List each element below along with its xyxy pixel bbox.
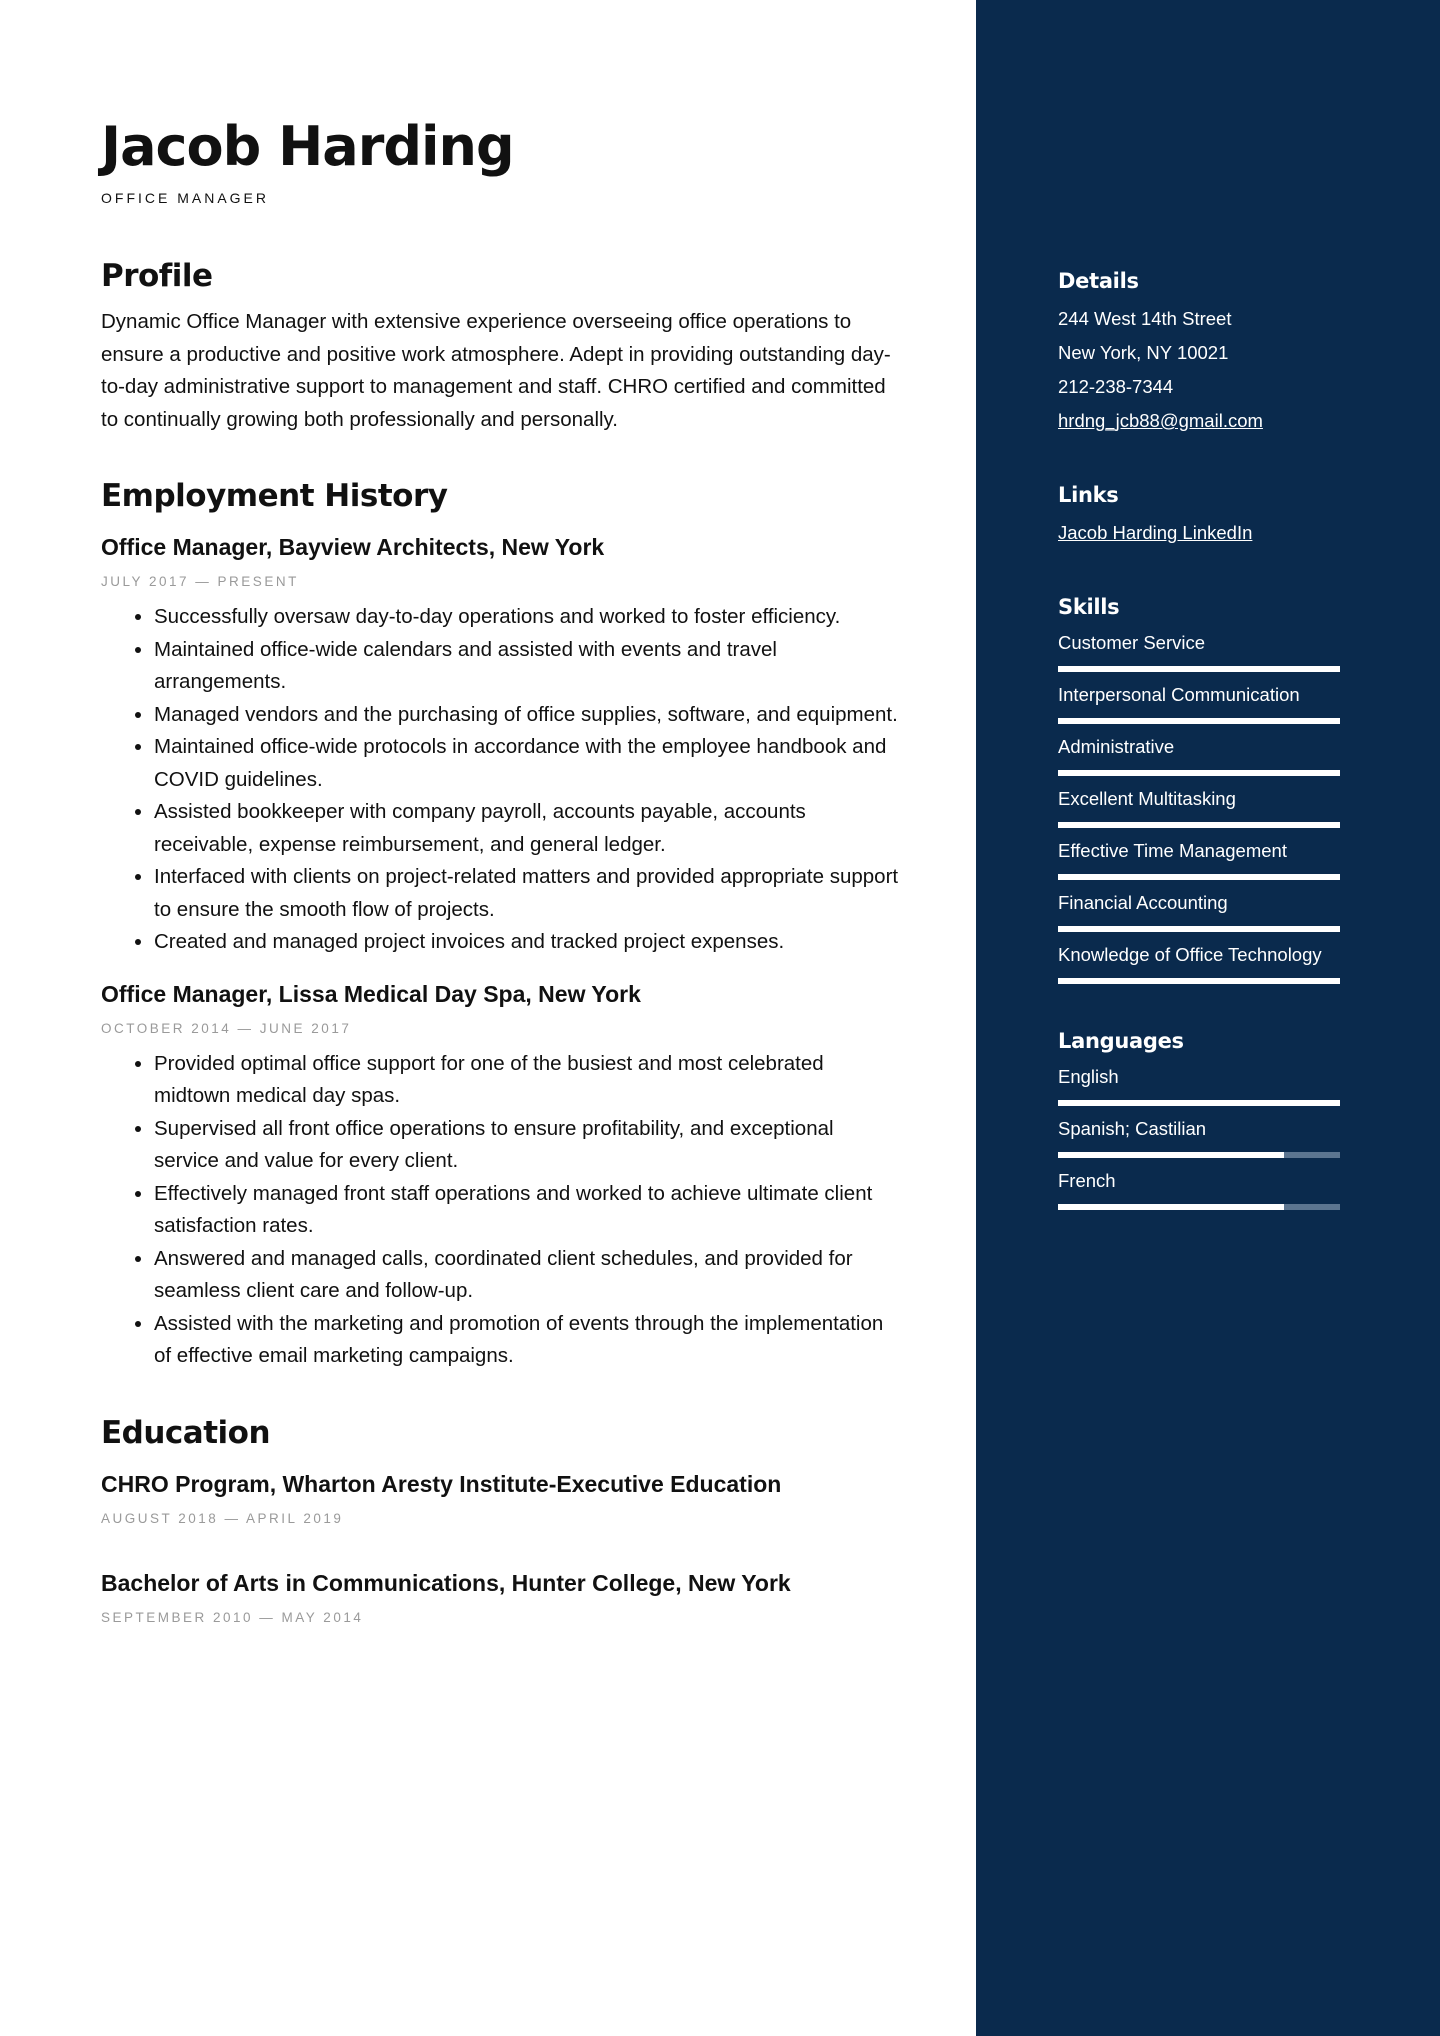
skill-label: Knowledge of Office Technology bbox=[1058, 944, 1322, 965]
language-bar-fill bbox=[1058, 1152, 1284, 1158]
language-bar bbox=[1058, 1100, 1340, 1106]
skill-item bbox=[1058, 734, 1340, 776]
details-heading: Details bbox=[1058, 269, 1139, 293]
job-entry bbox=[101, 979, 901, 1373]
phone-number: 212-238-7344 bbox=[1058, 376, 1174, 397]
education-dates: AUGUST 2018 — APRIL 2019 bbox=[101, 1510, 344, 1526]
job-bullets bbox=[101, 601, 901, 959]
skill-bar-fill bbox=[1058, 926, 1340, 932]
skill-item bbox=[1058, 630, 1340, 672]
list-item: • Effectively managed front staff operations and worked to achieve ultimate client satisfaction rates. bbox=[154, 1178, 901, 1243]
job-bullets bbox=[101, 1048, 901, 1373]
list-item: • Managed vendors and the purchasing of office supplies, software, and equipment. bbox=[154, 699, 901, 732]
skills-heading: Skills bbox=[1058, 595, 1120, 619]
skill-item bbox=[1058, 682, 1340, 724]
job-dates: JULY 2017 — PRESENT bbox=[101, 574, 299, 589]
list-item: • Assisted with the marketing and promotion of events through the implementation of effective email marketing campaigns. bbox=[154, 1308, 901, 1373]
job-title: Office Manager, Bayview Architects, New York bbox=[101, 534, 605, 560]
language-label: English bbox=[1058, 1066, 1119, 1087]
language-bar bbox=[1058, 1152, 1340, 1158]
language-label: Spanish; Castilian bbox=[1058, 1118, 1207, 1139]
skill-label: Customer Service bbox=[1058, 632, 1206, 653]
links-list bbox=[1058, 516, 1340, 550]
email-link[interactable]: hrdng_jcb88@gmail.com bbox=[1058, 410, 1263, 431]
skill-bar bbox=[1058, 874, 1340, 880]
list-item: • Successfully oversaw day-to-day operations and worked to foster efficiency. bbox=[154, 601, 901, 634]
languages-list bbox=[1058, 1064, 1340, 1210]
candidate-name: Jacob Harding bbox=[101, 115, 514, 178]
skill-item bbox=[1058, 786, 1340, 828]
address-line-1: 244 West 14th Street bbox=[1058, 308, 1232, 329]
language-bar-fill bbox=[1058, 1100, 1340, 1106]
skill-item bbox=[1058, 890, 1340, 932]
candidate-title: OFFICE MANAGER bbox=[101, 190, 270, 206]
skill-label: Financial Accounting bbox=[1058, 892, 1228, 913]
list-item: • Assisted bookkeeper with company payroll, accounts payable, accounts receivable, expense reimbursement, and general ledger. bbox=[154, 796, 901, 861]
skill-bar bbox=[1058, 926, 1340, 932]
skill-bar bbox=[1058, 978, 1340, 984]
list-item: • Supervised all front office operations to ensure profitability, and exceptional service and value for every client. bbox=[154, 1113, 901, 1178]
languages-heading: Languages bbox=[1058, 1029, 1184, 1053]
linkedin-link[interactable]: Jacob Harding LinkedIn bbox=[1058, 522, 1253, 543]
skill-bar bbox=[1058, 770, 1340, 776]
job-dates: OCTOBER 2014 — JUNE 2017 bbox=[101, 1020, 352, 1036]
list-item: • Maintained office-wide calendars and assisted with events and travel arrangements. bbox=[154, 634, 901, 699]
address-line-2: New York, NY 10021 bbox=[1058, 342, 1229, 363]
list-item: • Interfaced with clients on project-related matters and provided appropriate support to ensure the smooth flow of projects. bbox=[154, 861, 901, 926]
language-item bbox=[1058, 1064, 1340, 1106]
skill-label: Effective Time Management bbox=[1058, 840, 1287, 861]
list-item: • Created and managed project invoices and tracked project expenses. bbox=[154, 926, 901, 959]
education-heading: Education bbox=[101, 1414, 271, 1451]
education-title: CHRO Program, Wharton Aresty Institute-Executive Education bbox=[101, 1470, 782, 1497]
skill-label: Excellent Multitasking bbox=[1058, 788, 1236, 809]
links-heading: Links bbox=[1058, 483, 1119, 507]
language-item bbox=[1058, 1116, 1340, 1158]
job-entry bbox=[101, 532, 901, 959]
language-item bbox=[1058, 1168, 1340, 1210]
skill-label: Administrative bbox=[1058, 736, 1175, 757]
language-bar-fill bbox=[1058, 1204, 1284, 1210]
job-title: Office Manager, Lissa Medical Day Spa, New York bbox=[101, 980, 641, 1007]
skill-bar bbox=[1058, 666, 1340, 672]
education-entry bbox=[101, 1568, 901, 1625]
skill-bar-fill bbox=[1058, 822, 1340, 828]
employment-heading: Employment History bbox=[101, 478, 448, 514]
skill-bar-fill bbox=[1058, 978, 1340, 984]
list-item: • Maintained office-wide protocols in accordance with the employee handbook and COVID guidelines. bbox=[154, 731, 901, 796]
skill-bar bbox=[1058, 718, 1340, 724]
skill-bar-fill bbox=[1058, 666, 1340, 672]
profile-heading: Profile bbox=[101, 258, 213, 294]
profile-text: Dynamic Office Manager with extensive experience overseeing office operations to ensure a productive and positive work atmosphere. Adept in providing outstanding day-to-day administrative support to management and staff. CHRO certified and committed to continually growing both professionally and personally. bbox=[101, 310, 891, 431]
skill-bar-fill bbox=[1058, 718, 1340, 724]
skill-bar bbox=[1058, 822, 1340, 828]
skill-bar-fill bbox=[1058, 874, 1340, 880]
education-title: Bachelor of Arts in Communications, Hunter College, New York bbox=[101, 1569, 791, 1596]
language-label: French bbox=[1058, 1170, 1116, 1191]
skills-list bbox=[1058, 630, 1340, 984]
list-item: • Provided optimal office support for one of the busiest and most celebrated midtown medical day spas. bbox=[154, 1048, 901, 1113]
skill-label: Interpersonal Communication bbox=[1058, 684, 1300, 705]
main-content bbox=[101, 114, 901, 1625]
language-bar bbox=[1058, 1204, 1340, 1210]
education-dates: SEPTEMBER 2010 — MAY 2014 bbox=[101, 1609, 364, 1625]
details-list bbox=[1058, 302, 1340, 438]
education-entry bbox=[101, 1469, 901, 1526]
list-item: • Answered and managed calls, coordinated client schedules, and provided for seamless client care and follow-up. bbox=[154, 1243, 901, 1308]
skill-item bbox=[1058, 838, 1340, 880]
skill-bar-fill bbox=[1058, 770, 1340, 776]
sidebar bbox=[976, 0, 1440, 2036]
sidebar-content bbox=[1058, 266, 1340, 1210]
skill-item bbox=[1058, 942, 1340, 984]
